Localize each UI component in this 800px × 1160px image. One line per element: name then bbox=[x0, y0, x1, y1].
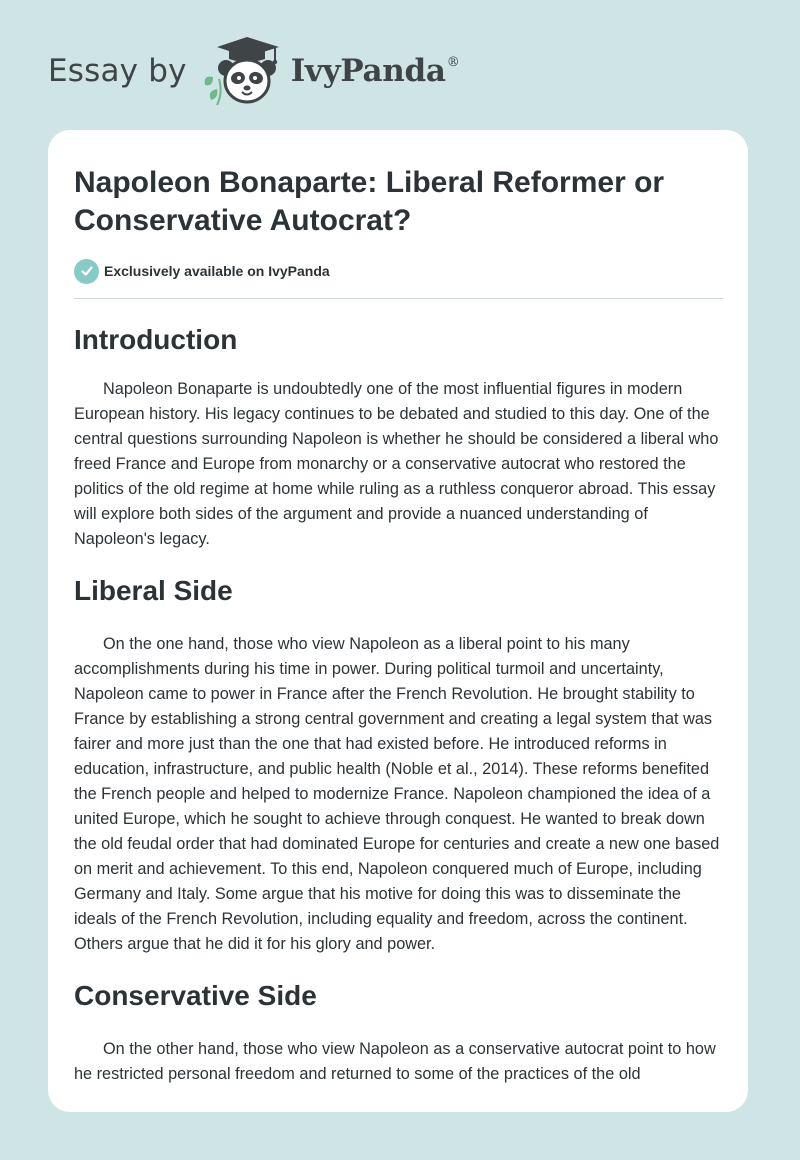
section-body-liberal-side: On the one hand, those who view Napoleon as a liberal point to his many accomplishments during his time in power. During political turmoil and uncertainty, Napoleon came to power in France after the French Revolution. He brought stability to France by establishing a strong central government and creating a legal system that was fairer and more just than the one that had existed before. He introduced reforms in education, infrastructure, and public health (Noble et al., 2014). These reforms benefited the French people and helped to modernize France. Napoleon championed the idea of a united Europe, which he sought to achieve through conquest. He wanted to break down the old feudal order that had dominated Europe for centuries and create a new one based on merit and achievement. To this end, Napoleon conquered much of Europe, including Germany and Italy. Some argue that his motive for doing this was to disseminate the ideals of the French Revolution, including equality and freedom, across the continent. Others argue that he did it for his glory and power. bbox=[74, 635, 720, 953]
registered-mark: ® bbox=[446, 55, 460, 70]
essay-title: Napoleon Bonaparte: Liberal Reformer or Conservative Autocrat? bbox=[74, 166, 665, 237]
section-heading-liberal-side: Liberal Side bbox=[74, 575, 233, 606]
divider bbox=[74, 298, 723, 299]
section-body-conservative-side: On the other hand, those who view Napoleon as a conservative autocrat point to how he restricted personal freedom and returned to some of the practices of the old bbox=[74, 1040, 716, 1083]
essay-card bbox=[48, 130, 748, 1112]
check-icon bbox=[74, 259, 99, 284]
panda-graduate-logo-icon[interactable] bbox=[199, 35, 287, 107]
section-heading-conservative-side: Conservative Side bbox=[74, 980, 317, 1011]
section-heading-introduction: Introduction bbox=[74, 324, 238, 355]
essay-by-label: Essay by bbox=[48, 53, 187, 89]
site-header bbox=[48, 36, 459, 106]
exclusive-label: Exclusively available on IvyPanda bbox=[104, 263, 330, 279]
essay-content bbox=[74, 164, 724, 1087]
exclusive-badge bbox=[74, 258, 724, 284]
brand-name[interactable]: IvyPanda® bbox=[290, 53, 460, 89]
section-body-introduction: Napoleon Bonaparte is undoubtedly one of the most influential figures in modern European history. His legacy continues to be debated and studied to this day. One of the central questions surrounding Napoleon is whether he should be considered a liberal who freed France and Europe from monarchy or a conservative autocrat who restored the politics of the old regime at home while ruling as a ruthless conqueror abroad. This essay will explore both sides of the argument and provide a nuanced understanding of Napoleon's legacy. bbox=[74, 380, 719, 548]
